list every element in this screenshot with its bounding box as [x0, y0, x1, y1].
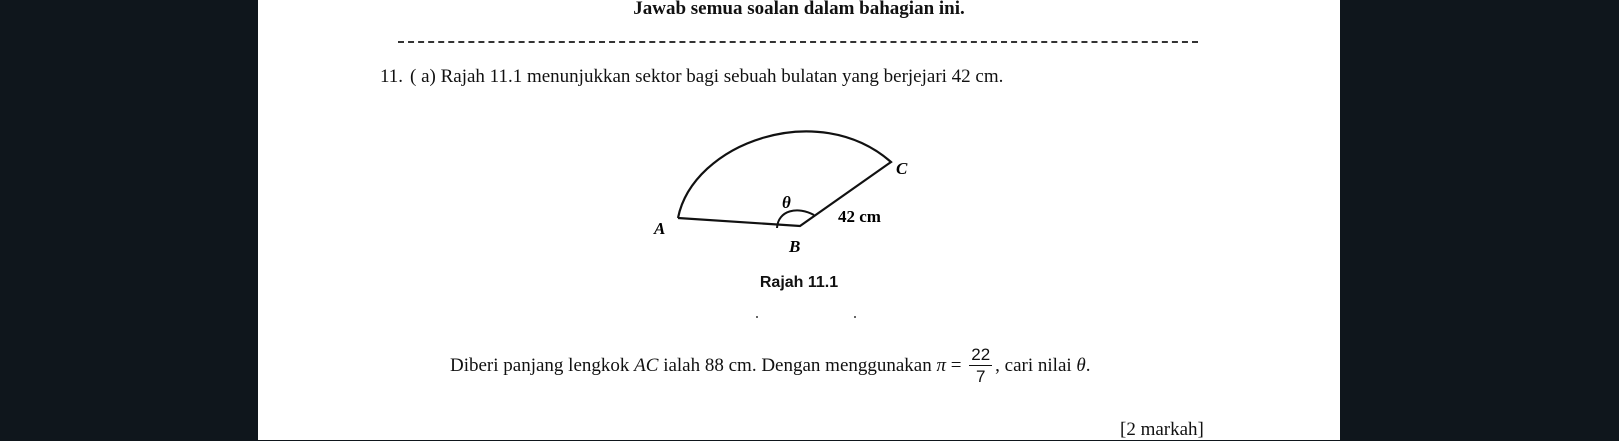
question-part-a-text: ( a) Rajah 11.1 menunjukkan sektor bagi sebuah bulatan yang berjejari 42 cm. [410, 66, 1004, 87]
figure-caption: Rajah 11.1 [759, 274, 839, 291]
fraction-denominator: 7 [975, 367, 986, 386]
stray-dot [756, 316, 758, 318]
given-text-post: , cari nilai [995, 354, 1077, 376]
given-statement [450, 346, 1091, 385]
pi-symbol: π [936, 354, 947, 376]
section-instruction: Jawab semua soalan dalam bahagian ini. [633, 0, 965, 19]
fraction-numerator: 22 [971, 345, 991, 364]
pi-fraction [969, 346, 992, 385]
marks-allocation: [2 markah] [1120, 419, 1204, 440]
point-c-label: C [896, 159, 908, 178]
sector-diagram [648, 118, 908, 268]
point-b-label: B [789, 237, 801, 256]
arc-ac-label: AC [634, 354, 659, 376]
theta-label: θ [782, 193, 791, 212]
theta-symbol: θ [1076, 354, 1086, 376]
question-number: 11. [380, 66, 404, 87]
stray-dot [854, 316, 856, 318]
given-text-pre: Diberi panjang lengkok [450, 354, 635, 376]
given-text-end: . [1085, 354, 1091, 376]
given-text-mid: ialah 88 cm. Dengan menggunakan [658, 354, 937, 376]
exam-page [258, 0, 1340, 440]
point-a-label: A [654, 219, 666, 238]
dashed-divider [398, 41, 1198, 43]
radius-label: 42 cm [838, 207, 881, 226]
equals-sign: = [946, 354, 967, 376]
